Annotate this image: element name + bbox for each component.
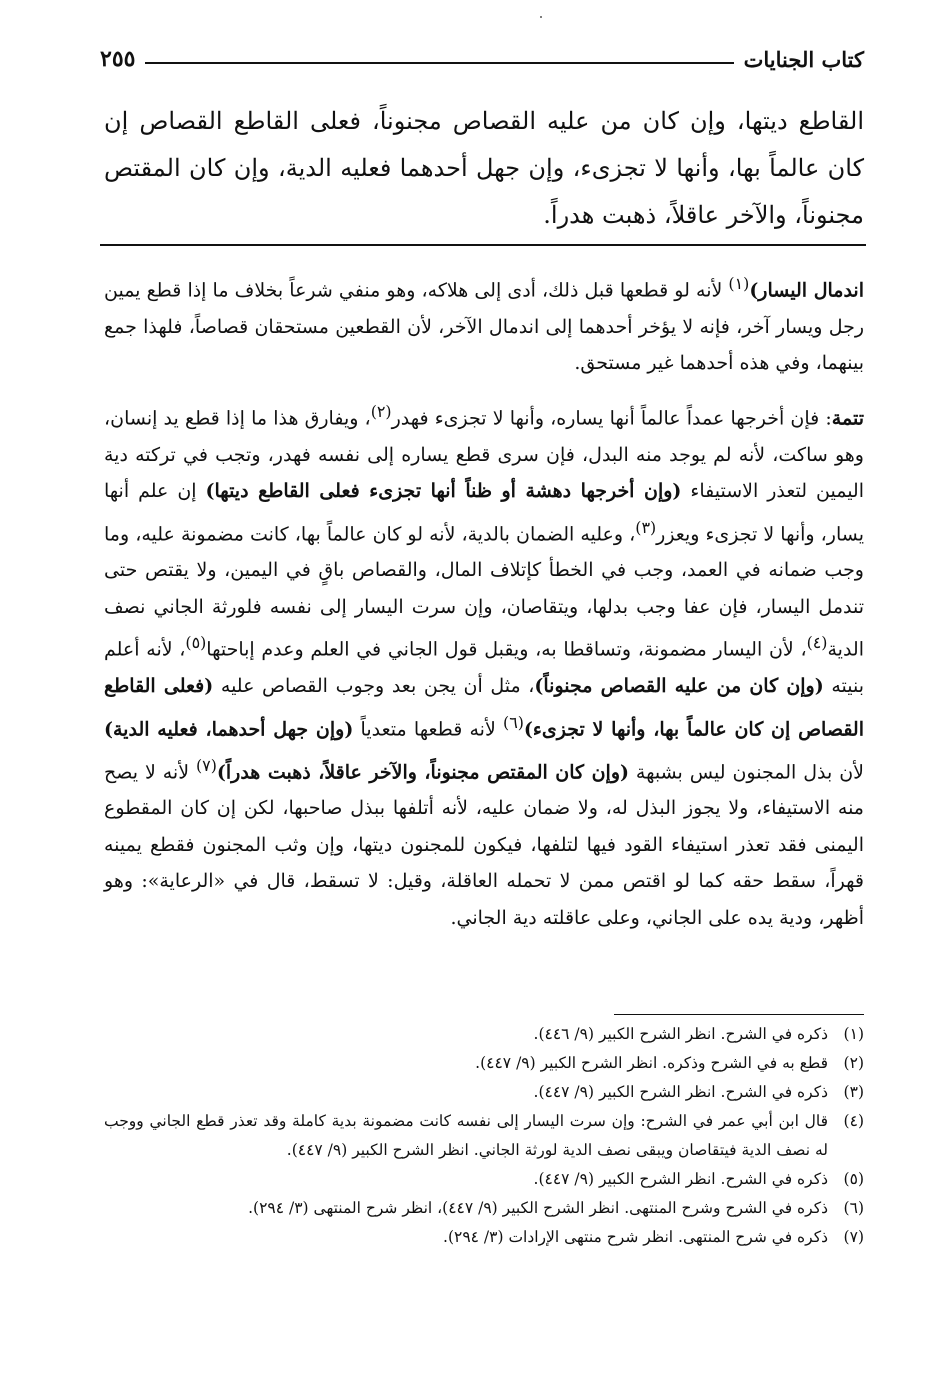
commentary-text: لأنه لو قطعها قبل ذلك، أدى إلى هلاكه، وهو منفي شرعاً بخلاف ما إذا قطع يمين رجل ويسار آخر، فإنه لا يؤخر أحدهما إلى اندمال الآخر، لأن القطعين مستحقان قصاصاً، فلهذا جمع بينهما، وفي هذه أحدهما غير مستحق. <box>104 279 864 375</box>
matn-quote: (فعلى القاطع القصاص إن كان عالماً بها، وأنها لا تجزىء) <box>104 675 864 741</box>
footnote-ref-4[interactable]: (٤) <box>806 633 828 653</box>
footnote <box>104 1107 864 1165</box>
footnote <box>104 1078 864 1107</box>
matn-quote: (وإن كان من عليه القصاص مجنوناً) <box>534 675 824 698</box>
commentary-paragraph-1 <box>104 266 864 382</box>
footnote-text: ذكره في شرح المنتهى. انظر شرح منتهى الإرادات (٣/ ٢٩٤). <box>443 1228 828 1246</box>
footnote-ref-1[interactable]: (١) <box>728 274 750 293</box>
matn-quote: (وإن كان المقتص مجنوناً، والآخر عاقلاً، ذهبت هدراً) <box>216 760 629 783</box>
chapter-title: كتاب الجنايات <box>743 47 864 72</box>
commentary-text: لأنه قطعها متعدياً <box>353 718 504 741</box>
main-text-block <box>104 98 864 239</box>
matn-quote: (وإن جهل أحدهما، فعليه الدية) <box>104 718 354 741</box>
footnote-number: (١) <box>843 1025 864 1043</box>
footnote-ref-3[interactable]: (٣) <box>635 517 657 537</box>
footnote-text: ذكره في الشرح. انظر الشرح الكبير (٩/ ٤٤٧). <box>533 1083 828 1101</box>
footnote-text: ذكره في الشرح. انظر الشرح الكبير (٩/ ٤٤٧). <box>533 1170 828 1188</box>
commentary-text: ، لأنه أعلم بنيته <box>104 638 865 698</box>
footnote-text: قال ابن أبي عمر في الشرح: وإن سرت اليسار إلى نفسه كانت مضمونة بدية كاملة وقد تعذر قطع الجاني ووجب له نصف الدية فيتقاصان ويبقى نصف الدية لورثة الجاني. انظر الشرح الكبير (٩/ ٤٤٧). <box>104 1112 828 1159</box>
main-text-divider <box>100 244 866 246</box>
footnote-number: (٤) <box>843 1112 864 1130</box>
footnote <box>104 1223 864 1252</box>
footnote-ref-7[interactable]: (٧) <box>195 755 217 775</box>
header-rule <box>145 62 733 64</box>
commentary-paragraph-2 <box>104 394 864 937</box>
page-number: ٢٥٥ <box>100 46 136 72</box>
footnote-ref-5[interactable]: (٥) <box>185 633 207 653</box>
commentary-block <box>104 266 864 936</box>
scan-speck <box>540 16 542 18</box>
matn-quote: اندمال اليسار) <box>749 279 865 302</box>
commentary-text: ، مثل أن يجن بعد وجوب القصاص عليه <box>213 675 535 698</box>
footnote-number: (٢) <box>843 1054 864 1072</box>
footnote <box>104 1049 864 1078</box>
commentary-text: ، لأن اليسار مضمونة، وتساقطا به، ويقبل قول الجاني في العلم وعدم إباحتها <box>206 638 807 661</box>
footnote-text: قطع به في الشرح وذكره. انظر الشرح الكبير (٩/ ٤٤٧). <box>475 1054 828 1072</box>
commentary-text: ، وعليه الضمان بالدية، لأنه لو كان عالماً بها، كانت مضمونة عليه، وما وجب ضمانه في العمد، وجب في الخطأ كإتلاف المال، والقصاص باقٍ في اليمين، ولا يقتص حتى تندمل اليسار، فإن عفا وجب بدلها، ويتقاصان، وإن سرت اليسار إلى نفسه فلورثة الجاني نصف الدية <box>104 522 864 661</box>
footnote-text: ذكره في الشرح وشرح المنتهى. انظر الشرح الكبير (٩/ ٤٤٧)، انظر شرح المنتهى (٣/ ٢٩٤). <box>248 1199 828 1217</box>
section-label: تتمة <box>831 407 864 430</box>
footnote-ref-6[interactable]: (٦) <box>503 712 524 732</box>
footnote-number: (٣) <box>843 1083 864 1101</box>
commentary-text: لأن بذل المجنون ليس بشبهة <box>629 760 864 783</box>
commentary-text: ، ويفارق هذا ما إذا قطع يد إنسان، وهو ساكت، لأنه لم يوجد منه البدل، فإن سرى قطع يساره إلى نفسه فهدر، وتجب في تركته دية اليمين لتعذر الاستيفاء <box>104 407 864 503</box>
footnote-divider <box>614 1014 864 1015</box>
running-header <box>100 40 864 72</box>
footnotes <box>104 1020 864 1252</box>
commentary-text: : فإن أخرجها عمداً عالماً أنها يساره، وأنها لا تجزىء فهدر <box>391 407 832 430</box>
main-text: القاطع ديتها، وإن كان من عليه القصاص مجنوناً، فعلى القاطع القصاص إن كان عالماً بها، وأنها لا تجزىء، وإن جهل أحدهما فعليه الدية، وإن كان المقتص مجنوناً، والآخر عاقلاً، ذهبت هدراً. <box>104 107 864 229</box>
commentary-text: إن علم أنها يسار، وأنها لا تجزىء ويعزر <box>104 480 864 545</box>
footnote-text: ذكره في الشرح. انظر الشرح الكبير (٩/ ٤٤٦). <box>533 1025 828 1043</box>
footnote-number: (٧) <box>843 1228 864 1246</box>
footnote <box>104 1020 864 1049</box>
commentary-text: لأنه لا يصح منه الاستيفاء، ولا يجوز البذل له، ولا ضمان عليه، لأنه أتلفها ببذل صاحبها، لكن إن كان المقطوع اليمنى فقد تعذر استيفاء القود فيها لتلفها، فيكون للمجنون ديتها، وإن وثب المجنون فقطع يمينه قهراً، سقط حقه كما لو اقتص ممن لا تحمله العاقلة، وقيل: لا تسقط، قال في «الرعاية»: وهو أظهر، ودية يده على الجاني، وعلى عاقلته دية الجاني. <box>104 760 864 929</box>
footnote <box>104 1165 864 1194</box>
footnote-ref-2[interactable]: (٢) <box>370 401 392 421</box>
footnote <box>104 1194 864 1223</box>
footnote-number: (٥) <box>843 1170 864 1188</box>
matn-quote: (وإن أخرجها دهشة أو ظناً أنها تجزىء فعلى القاطع ديتها) <box>205 480 682 503</box>
footnote-number: (٦) <box>843 1199 864 1217</box>
